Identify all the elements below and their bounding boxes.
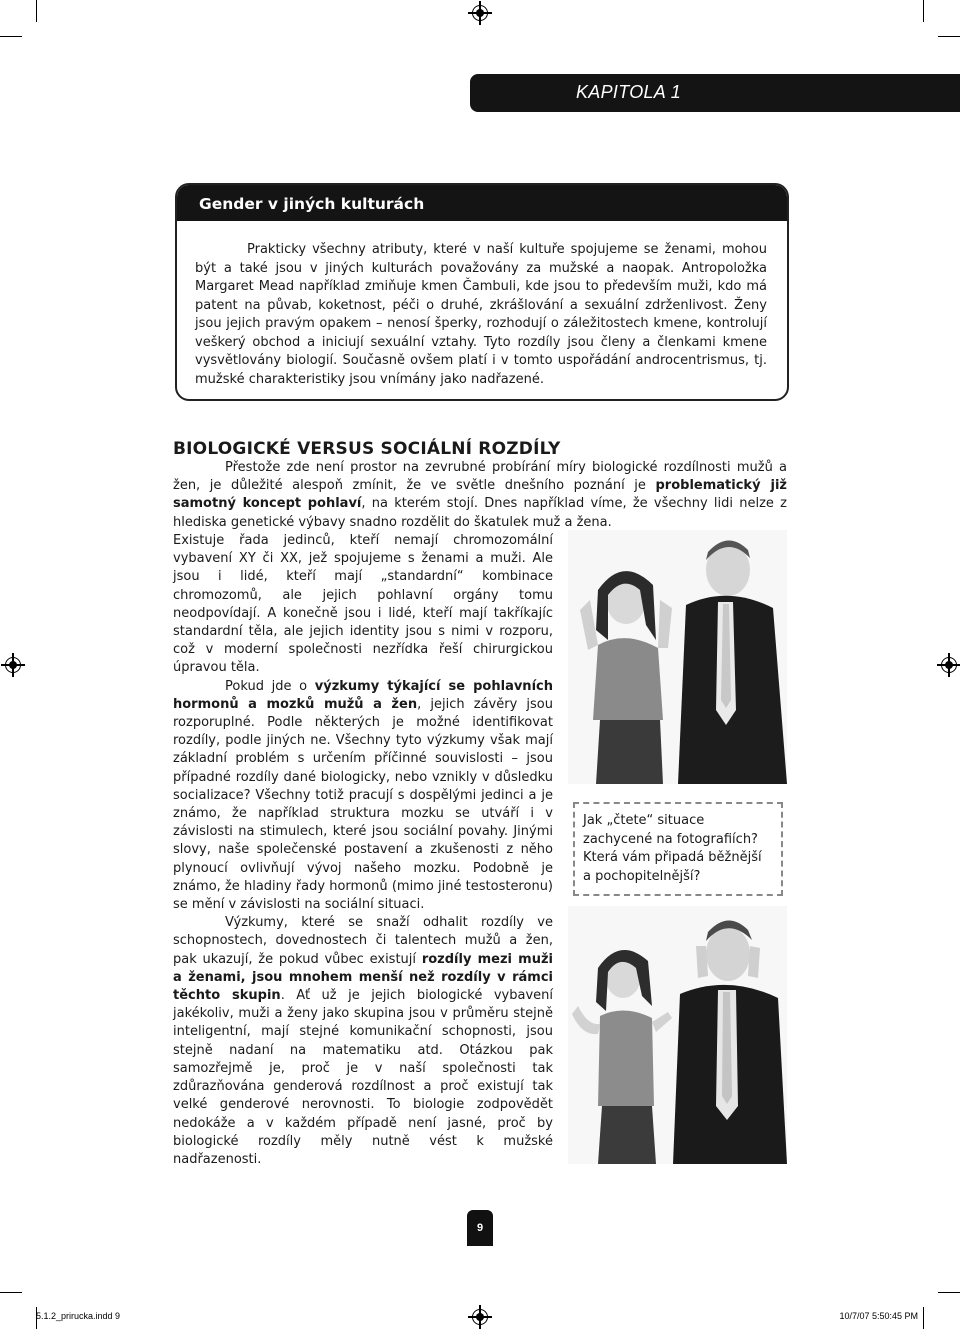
- print-timestamp: 10/7/07 5:50:45 PM: [839, 1311, 918, 1321]
- registration-mark-icon: [941, 657, 957, 673]
- emphasis: výzkumy týkající se pohlavních hormonů a mozků mužů a žen: [173, 678, 553, 712]
- body-text-top: [173, 459, 787, 532]
- question-box: [573, 802, 783, 896]
- text-span: , jejich závěry jsou rozporuplné. Podle některých je možné identifikovat rozdíly, podle jiných ne. Všechny tyto výzkumy však mají základní problém s určením příčinné souvislosti – jsou případné rozdíly dané biologicky, nebo vznikly v důsledku socializace? Všechny totiž pracují s dospělými jedinci a je známo, že například struktura mozku se utváří i v závislosti na stimulech, které jsou sociální povahy. Jinými slovy, naše společenské postavení a zkušenosti z něho plynoucí ovlivňují vývoj našeho mozku. Podobně je známo, že hladiny řady hormonů (mimo jiné testosteronu) se mění v závislosti na sociální situaci.: [173, 696, 553, 913]
- paragraph: [173, 459, 787, 532]
- chapter-tab: [470, 74, 960, 112]
- text-span: , na kterém stojí. Dnes například víme, že všechny lidi nelze z hlediska genetické výbavy snadno rozdělit do škatulek muž a žena.: [173, 496, 787, 530]
- file-slug: 5.1.2_prirucka.indd 9: [36, 1311, 121, 1321]
- body-text-column: [173, 532, 553, 1169]
- crop-mark: [0, 36, 22, 37]
- paragraph: Existuje řada jedinců, kteří nemají chromozomální vybavení XY či XX, jež spojujeme s ženami a muži. Ale jsou i lidé, kteří mají „standardní“ kombinace chromozomů, ale jejich pohlavní orgány tomu neodpovídají. A konečně jsou i lidé, kteří mají takříkajíc standardní těla, ale jejich identity jsou s nimi v rozporu, což v moderní společnosti nezřídka řeší chirurgickou úpravou těla.: [173, 533, 553, 676]
- section-title: BIOLOGICKÉ VERSUS SOCIÁLNÍ ROZDÍLY: [173, 439, 561, 459]
- registration-mark-icon: [472, 5, 488, 21]
- text-span: Výzkumy, které se snaží odhalit rozdíly ve schopnostech, dovednostech či talentech mužů a žen, pak ukazují, že pokud vůbec existují: [173, 915, 553, 967]
- paragraph: [173, 678, 553, 915]
- gender-box-paragraph: Prakticky všechny atributy, které v naší kultuře spojujeme se ženami, mohou být a také jsou v jiných kulturách považovány za mužské a naopak. Antropoložka Margaret Mead například zmiňuje kmen Čambuli, kde jsou to především muži, kdo má patent na půvab, koketnost, péči o druhé, zkrášlování a sexuální zdrženlivost. Ženy jsou jejich pravým opakem – nenosí šperky, rozhodují o záležitostech kmene, kontrolují veškerý obchod a iniciují sexuální vztahy. Tyto rozdíly jsou členy a členkami kmene vysvětlovány biologií. Současně ovšem platí i v tomto uspořádání androcentrismus, tj. mužské charakteristiky jsou vnímány jako nadřazené.: [195, 242, 767, 387]
- question-text: Jak „čtete“ situace zachycené na fotografiích? Která vám připadá běžnější a pochopitelnější?: [583, 813, 762, 884]
- registration-mark-icon: [472, 1309, 488, 1325]
- registration-mark-icon: [5, 657, 21, 673]
- paragraph: [173, 914, 553, 1169]
- gender-sidebar-box: [175, 183, 789, 401]
- crop-mark: [938, 36, 960, 37]
- crop-mark: [923, 0, 924, 22]
- chapter-label: KAPITOLA 1: [576, 82, 682, 102]
- text-span: . Ať už je jejich biologické vybavení jakékoliv, muži a ženy jako skupina jsou v průměru stejně inteligentní, mají stejné komunikační schopnosti, jsou stejně nadaní na matematiku atd. Otázkou pak samozřejmě je, proč je v naší společnosti tak zdůrazňována genderová rozdílnost a proč existují tak velké genderové nerovnosti. To biologie zodpovědět nedokáže a v každém případě není jasné, proč by biologické rozdíly měly nutně vést k mužské nadřazenosti.: [173, 988, 554, 1167]
- gender-box-text: [195, 241, 767, 389]
- text-span: Pokud jde o: [225, 678, 315, 694]
- crop-mark: [0, 1292, 22, 1293]
- page-number: 9: [467, 1210, 493, 1246]
- text-span: Přestože zde není prostor na zevrubné probírání míry biologické rozdílnosti mužů a žen, je důležité alespoň zmínit, že ve světle dnešního poznání je: [173, 460, 787, 494]
- emphasis: rozdíly mezi muži a ženami, jsou mnohem menší než rozdíly v rámci těchto skupin: [173, 951, 553, 1004]
- crop-mark: [938, 1292, 960, 1293]
- gender-box-title: Gender v jiných kulturách: [177, 185, 787, 221]
- photo-couple-argument: [568, 530, 787, 784]
- photo-couple-ignoring: [568, 906, 787, 1164]
- crop-mark: [923, 1307, 924, 1329]
- crop-mark: [36, 0, 37, 22]
- emphasis: problematický již samotný koncept pohlaví: [173, 478, 787, 512]
